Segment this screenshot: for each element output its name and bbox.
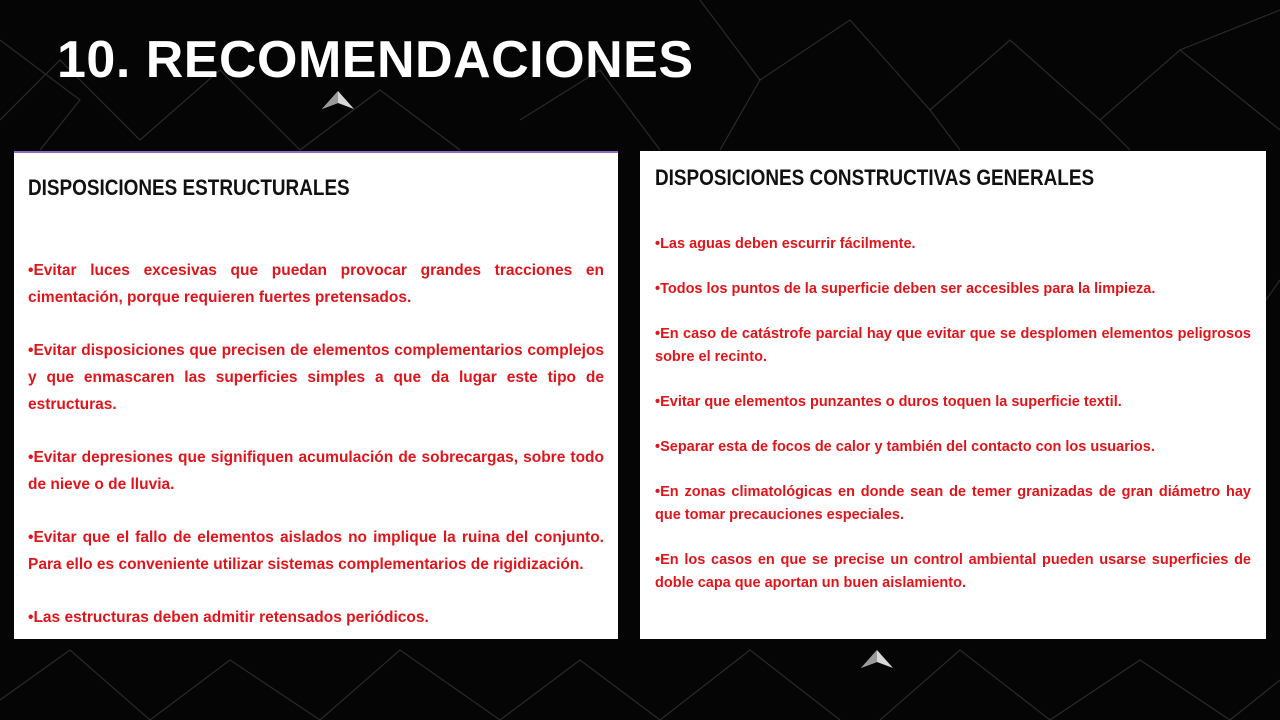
bullet-icon: • [655,394,661,410]
recommendation-list [28,257,604,631]
list-item-text: Las estructuras deben admitir retensados periódicos. [33,609,429,626]
bullet-icon: • [655,439,661,455]
list-item-text: Evitar luces excesivas que puedan provocar grandes tracciones en cimentación, porque requieren fuertes pretensados. [28,262,604,306]
list-item [655,391,1251,414]
list-item [655,323,1251,369]
bullet-icon: • [655,552,661,568]
list-item [655,233,1251,256]
list-item-text: Las aguas deben escurrir fácilmente. [660,236,916,252]
panel-heading: DISPOSICIONES CONSTRUCTIVAS GENERALES [655,165,1095,190]
list-item [655,549,1251,595]
list-item-text: Evitar que el fallo de elementos aislados no implique la ruina del conjunto. Para ello es conveniente utilizar sistemas complementarios de rigidización. [28,529,604,573]
arrow-up-icon [322,91,354,111]
list-item [28,444,604,498]
structural-recommendations-panel [14,151,618,639]
bullet-icon: • [28,609,34,626]
panel-heading: DISPOSICIONES ESTRUCTURALES [28,175,350,200]
list-item-text: Separar esta de focos de calor y también del contacto con los usuarios. [660,439,1155,455]
recommendation-list [655,233,1251,595]
list-item [28,524,604,578]
list-item-text: En zonas climatológicas en donde sean de temer granizadas de gran diámetro hay que tomar precauciones especiales. [655,484,1251,523]
list-item-text: Evitar que elementos punzantes o duros toquen la superficie textil. [660,394,1122,410]
list-item-text: Evitar disposiciones que precisen de elementos complementarios complejos y que enmascaren las superficies simples a que da lugar este tipo de estructuras. [28,342,604,413]
bullet-icon: • [655,236,661,252]
bullet-icon: • [655,484,661,500]
bullet-icon: • [28,262,34,279]
page-title: 10. RECOMENDACIONES [57,31,694,89]
list-item-text: En los casos en que se precise un control ambiental pueden usarse superficies de doble capa que aportan un buen aislamiento. [655,552,1251,591]
list-item [655,481,1251,527]
list-item [28,257,604,311]
list-item [28,337,604,418]
bullet-icon: • [28,449,34,466]
list-item-text: Evitar depresiones que signifiquen acumulación de sobrecargas, sobre todo de nieve o de lluvia. [28,449,604,493]
list-item-text: En caso de catástrofe parcial hay que evitar que se desplomen elementos peligrosos sobre el recinto. [655,326,1251,365]
list-item [28,604,604,631]
bullet-icon: • [28,529,34,546]
arrow-up-icon [861,650,893,670]
bullet-icon: • [655,326,661,342]
list-item-text: Todos los puntos de la superficie deben ser accesibles para la limpieza. [660,281,1156,297]
bullet-icon: • [655,281,661,297]
list-item [655,436,1251,459]
bullet-icon: • [28,342,34,359]
list-item [655,278,1251,301]
construction-recommendations-panel [640,151,1266,639]
